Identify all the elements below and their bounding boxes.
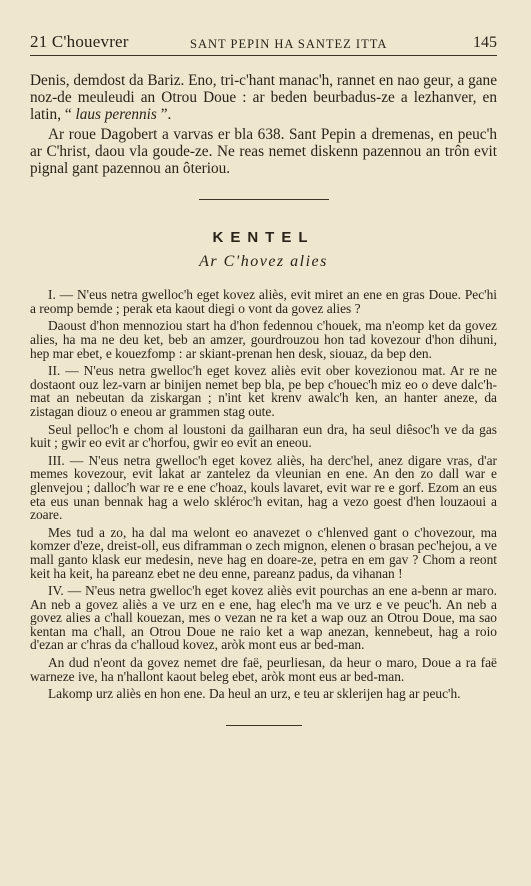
page-number: 145 [473,34,497,51]
end-divider [226,725,302,726]
lesson-paragraph: II. — N'eus netra gwelloc'h eget kovez aliès evit ober kovezionou mat. Ar re ne dostaont ouz lez-varn ar binijen nemet bep bla, pe bep c'houec'h miz eo o deve dalc'h-mat an nebeutan da ziskargan ; n'int ket krenv awalc'h ken, an hanter aneze, da zistagan diouz o eneou ar grammen stag oute. [30,363,497,419]
running-header [30,28,497,56]
header-title: SANT PEPIN HA SANTEZ ITTA [190,37,388,51]
intro-paragraph-1: Denis, demdost da Bariz. Eno, tri-c'hant manac'h, rannet en nao geur, a gane noz-de meuleudi an Otrou Doue : ar beden beurbadus-ze a lezhanver, en latin, “ laus perennis ”. [30,72,497,124]
lesson-paragraph: III. — N'eus netra gwelloc'h eget kovez aliès, ha derc'hel, anez digare vras, d'ar memes kovezour, evit lakat ar zantelez da vleunian en ene. An den zo dall war e glenvejou ; dalloc'h war re e ene c'hoaz, kouls lavaret, evit war re e gorf. Ezom an eus eta eus unan bennak hag a welo skléroc'h evitan, hag a vezo goest d'hen louzaoui a zoare. [30,452,497,523]
latin-phrase: laus perennis [75,106,157,124]
header-date: 21 C'houevrer [30,32,129,51]
section-heading: KENTEL [212,229,315,247]
section-divider [199,199,329,200]
intro-text [30,72,497,177]
section-subtitle: Ar C'hovez alies [199,253,328,271]
lesson-paragraph: IV. — N'eus netra gwelloc'h eget kovez aliès evit pourchas an ene a-benn ar maro. An neb a govez aliès a ve urz en e ene, hag elec'h ma ve urz e ve peuc'h. An neb a govez alies a c'hall kouezan, mes o vezan ne ra ket a wap ouz an Otrou Doue, ma sao kentan ma c'hall, an Otrou Doue ne raio ket a wap anezan, kennebeut, hag a roio d'ezan ar c'hras da c'halloud kovez, aròk mont eus ar bed-man. [30,583,497,653]
lesson-paragraph: Lakomp urz aliès en hon ene. Da heul an urz, e teu ar sklerijen hag ar peuc'h. [48,686,461,702]
intro-paragraph-2: Ar roue Dagobert a varvas er bla 638. Sant Pepin a dremenas, en peuc'h ar C'hrist, daou vla goude-ze. Ne reas nemet diskenn pazennou an trôn evit pignal gant pazennou an ôteriou. [30,125,497,178]
lesson-text [30,288,497,701]
lesson-paragraph: Mes tud a zo, ha dal ma welont eo anavezet o c'hlenved gant o c'hovezour, ma komzer d'eze, dreist-oll, eus diframman o zech mignon, elenen o brasan pec'hejou, a ve mall ganto klask eur medesin, neve hag en doare-ze, petra en em gav ? Chom a reont keit ha keit, ha pareanz ebet ne deu enne, pareanz padus, da vihanan ! [30,524,497,581]
lesson-paragraph: Daoust d'hon mennoziou start ha d'hon fedennou c'houek, ma n'eomp ket da govez alies, ha ma ne deu ket, beb an amzer, gourdrouzou hon tad kovezour d'hon dihuni, hep mar ebet, e kouezfomp : ar skiant-prenan hen desk, siouaz, da bep den. [30,318,497,361]
lesson-paragraph: I. — N'eus netra gwelloc'h eget kovez aliès, evit miret an ene en gras Doue. Pec'hi a reomp bemde ; perak eta kaout diegi o vont da govez alies ? [30,287,497,316]
lesson-paragraph: Seul pelloc'h e chom al loustoni da gailharan eun dra, ha seul diêsoc'h ve da gas kuit ; gwir eo evit ar c'horfou, gwir eo evit an eneou. [30,421,497,451]
lesson-paragraph: An dud n'eont da govez nemet dre faë, peurliesan, da heur o maro, Doue a ra faë warneze ive, ha n'hallont kaout beleg ebet, aròk mont eus ar bed-man. [30,655,497,684]
